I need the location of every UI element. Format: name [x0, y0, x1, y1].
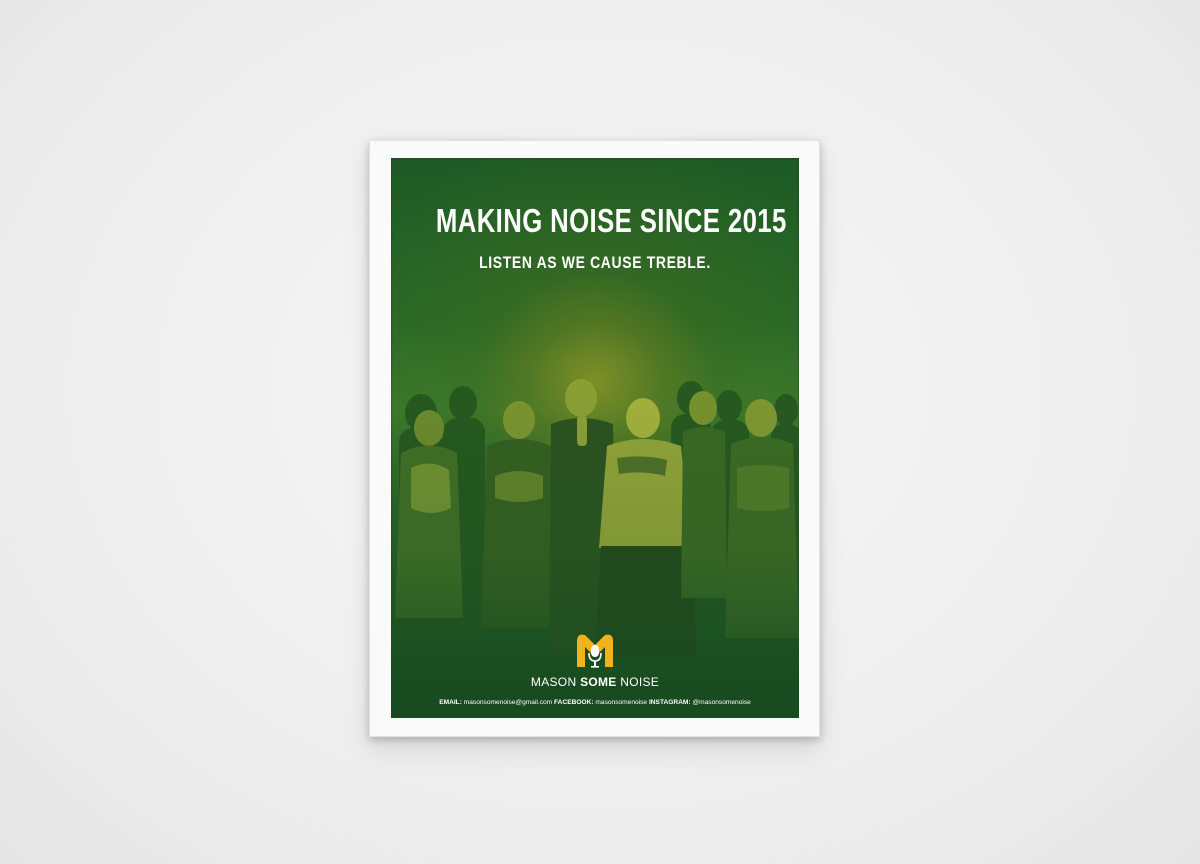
- instagram-value: @masonsomenoise: [692, 699, 751, 706]
- mason-some-noise-logo: [573, 631, 617, 671]
- email-label: EMAIL:: [439, 699, 462, 706]
- brand-word-noise: NOISE: [620, 675, 660, 689]
- facebook-value: masonsomenoise: [595, 699, 648, 706]
- brand-name: [391, 675, 799, 689]
- brand-word-some: SOME: [580, 675, 617, 689]
- brand-word-mason: MASON: [530, 675, 577, 689]
- poster-tagline: LISTEN AS WE CAUSE TREBLE.: [479, 253, 711, 272]
- picture-frame: [369, 140, 820, 737]
- poster-headline: MAKING NOISE SINCE 2015: [435, 202, 787, 239]
- facebook-label: FACEBOOK:: [554, 699, 594, 706]
- contact-line: [391, 699, 799, 706]
- poster: [391, 158, 799, 718]
- email-value: masonsomenoise@gmail.com: [463, 699, 553, 706]
- instagram-label: INSTAGRAM:: [648, 699, 691, 706]
